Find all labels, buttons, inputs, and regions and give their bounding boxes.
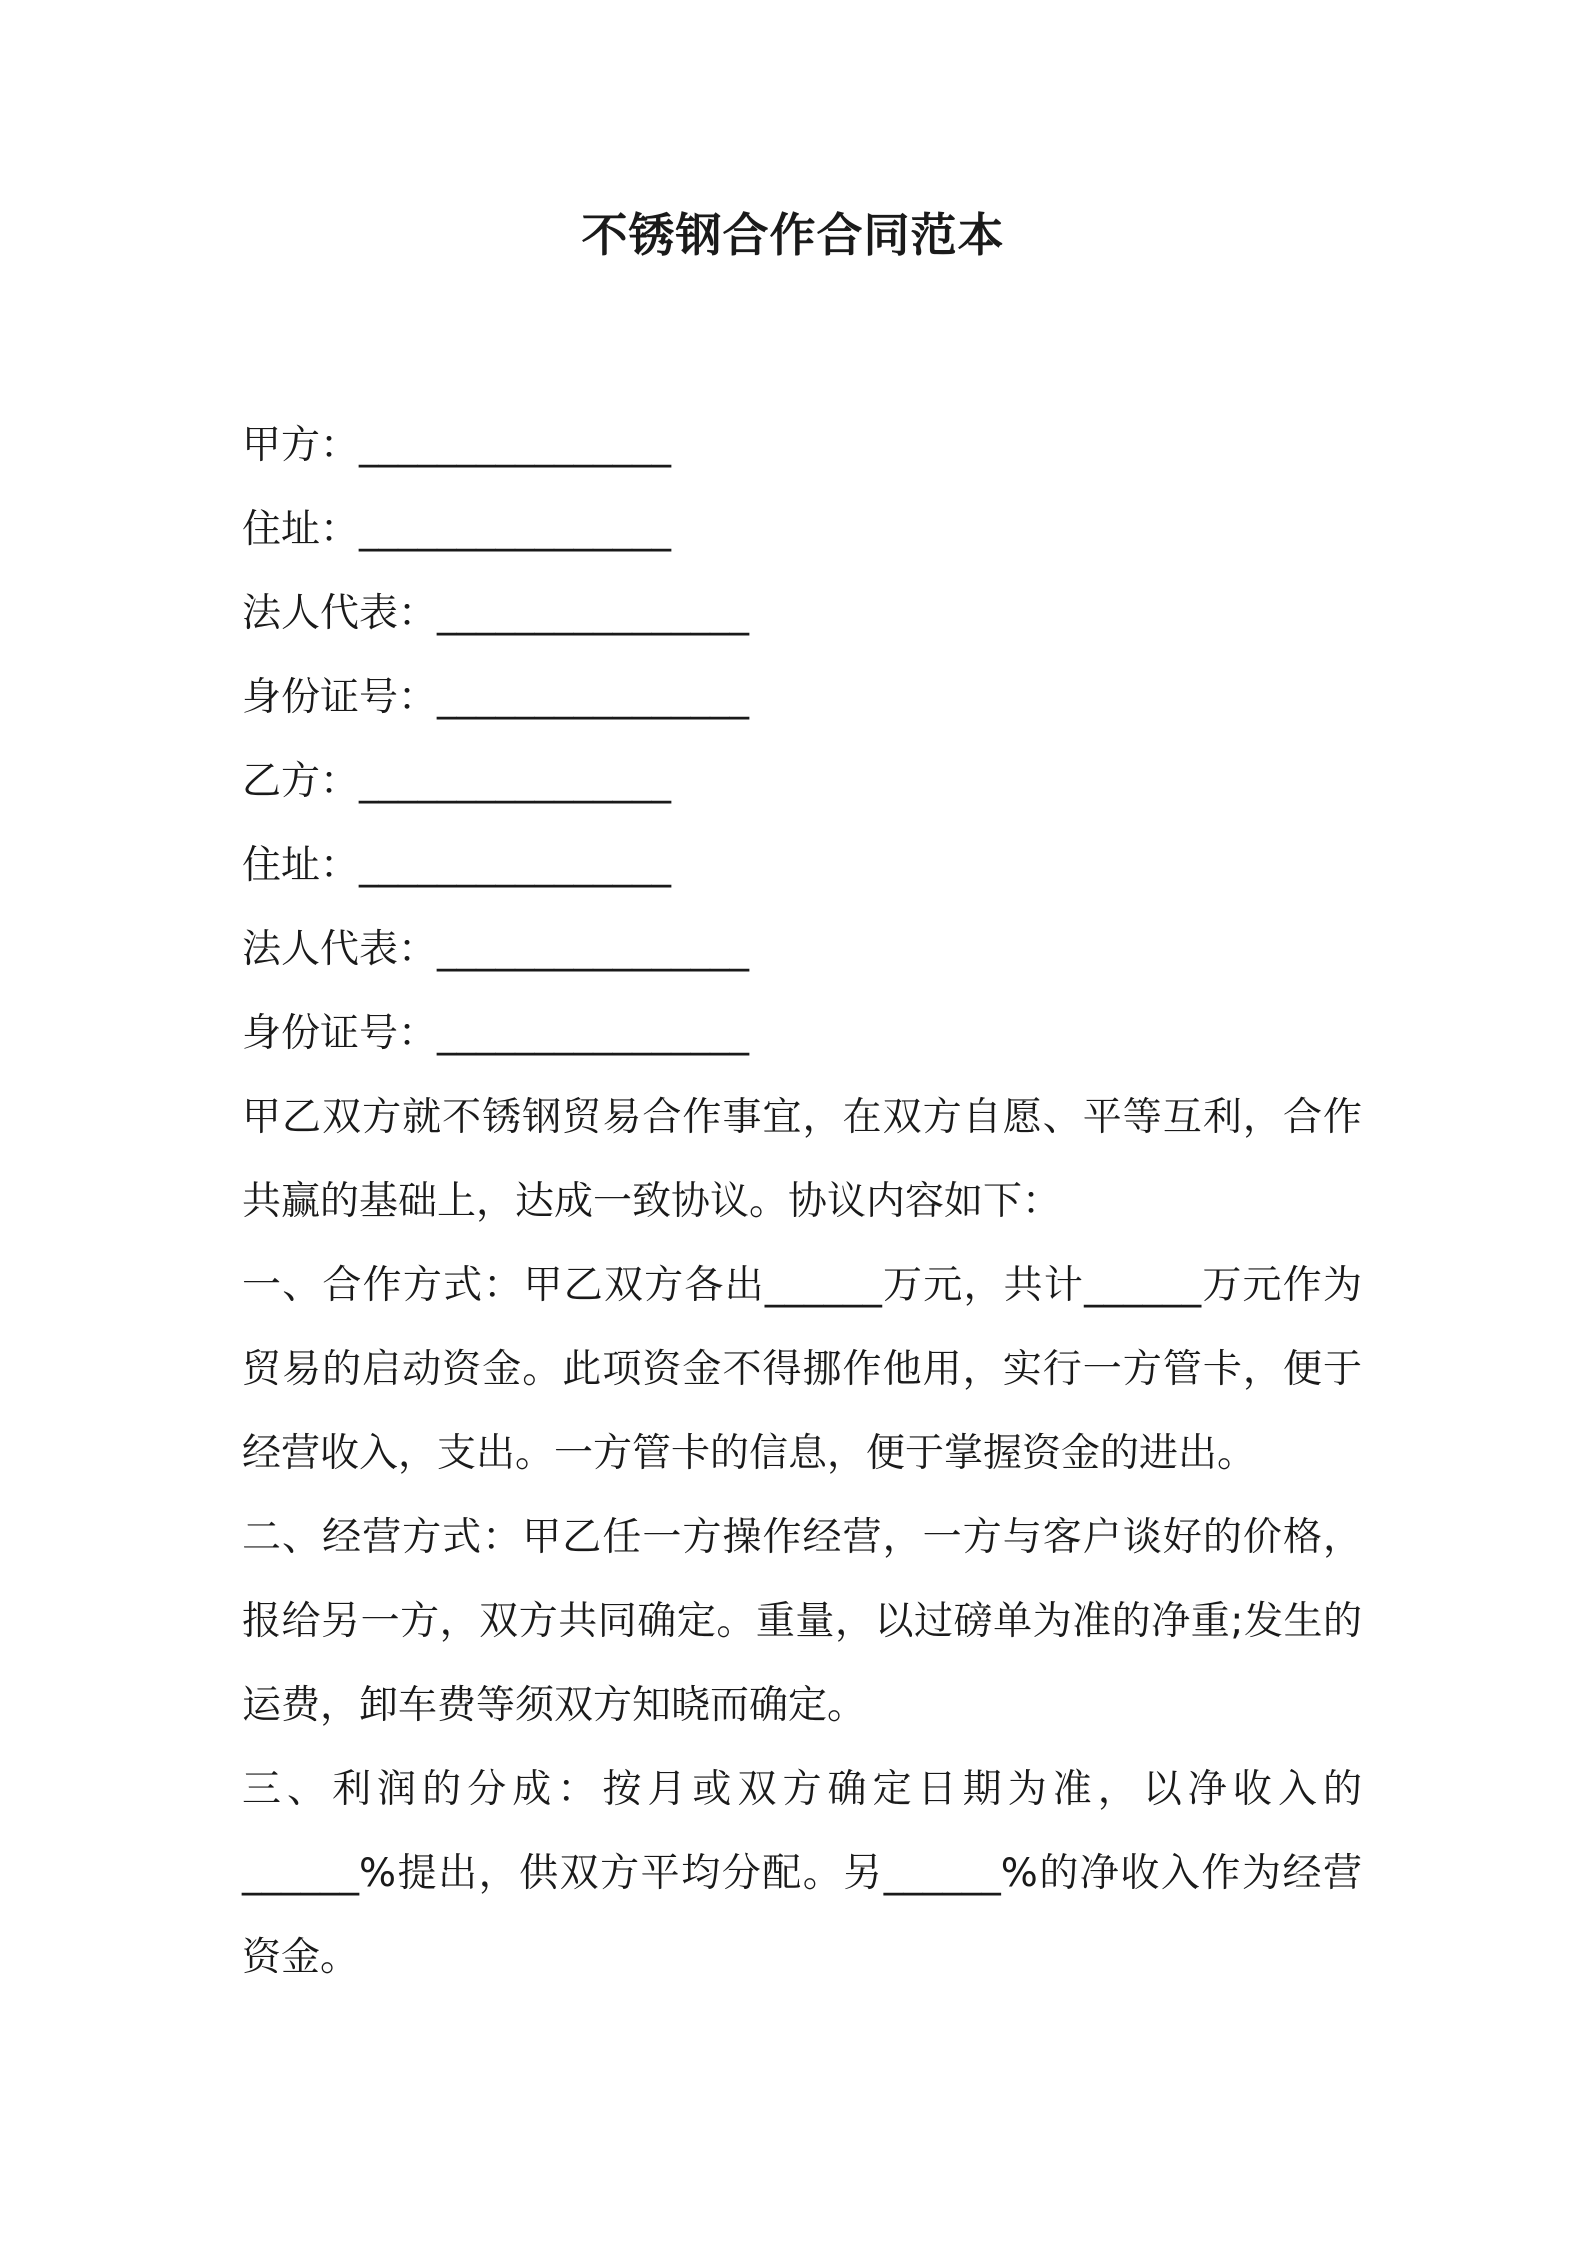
clause-operation-method: 二、经营方式：甲乙任一方操作经营，一方与客户谈好的价格，报给另一方，双方共同确定。重量，以过磅单为准的净重;发生的运费，卸车费等须双方知晓而确定。	[242, 1515, 1362, 1728]
party-line-a	[242, 404, 1362, 488]
party-label: 身份证号：	[242, 675, 438, 720]
party-line-a-address	[242, 488, 1362, 572]
blank-field: ________________	[359, 759, 672, 804]
party-line-a-representative	[242, 572, 1362, 656]
party-label: 法人代表：	[242, 591, 438, 636]
party-line-b-address	[242, 824, 1362, 908]
blank-field: ________________	[437, 591, 750, 636]
blank-field: ________________	[359, 507, 672, 552]
clause-cooperation-method: 一、合作方式：甲乙双方各出______万元，共计______万元作为贸易的启动资金。此项资金不得挪作他用，实行一方管卡，便于经营收入，支出。一方管卡的信息，便于掌握资金的进出。	[242, 1263, 1362, 1476]
document-body	[242, 404, 1362, 2000]
clause-profit-sharing: 三、利润的分成：按月或双方确定日期为准，以净收入的______%提出，供双方平均分配。另______%的净收入作为经营资金。	[242, 1767, 1362, 1980]
party-line-b-representative	[242, 908, 1362, 992]
blank-field: ________________	[437, 1011, 750, 1056]
party-line-a-id	[242, 656, 1362, 740]
document-title: 不锈钢合作合同范本	[581, 208, 1005, 262]
party-label: 住址：	[242, 843, 360, 888]
party-label: 甲方：	[242, 423, 360, 468]
blank-field: ________________	[437, 675, 750, 720]
blank-field: ________________	[359, 423, 672, 468]
party-line-b	[242, 740, 1362, 824]
blank-field: ________________	[359, 843, 672, 888]
party-label: 住址：	[242, 507, 360, 552]
party-label: 身份证号：	[242, 1011, 438, 1056]
party-line-b-id	[242, 992, 1362, 1076]
party-label: 法人代表：	[242, 927, 438, 972]
blank-field: ________________	[437, 927, 750, 972]
party-label: 乙方：	[242, 759, 360, 804]
intro-paragraph: 甲乙双方就不锈钢贸易合作事宜，在双方自愿、平等互利，合作共赢的基础上，达成一致协议。协议内容如下：	[242, 1095, 1362, 1224]
